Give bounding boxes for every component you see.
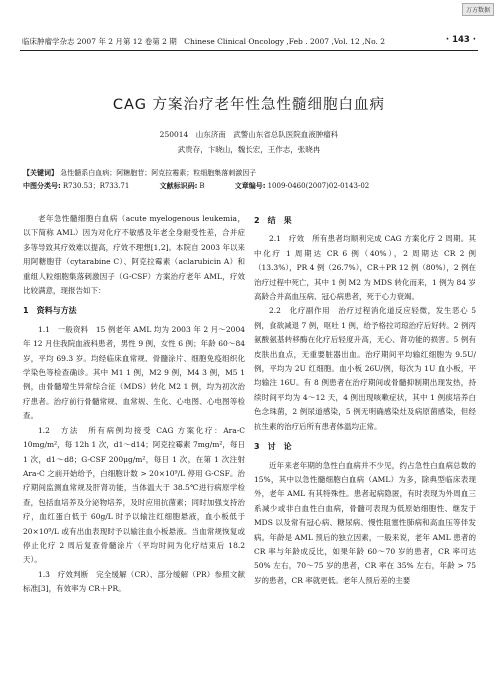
doc-code-value: B <box>199 182 205 190</box>
left-column <box>23 212 245 597</box>
running-header <box>22 36 478 48</box>
efficacy-criteria-paragraph: 1.3 疗效判断 完全缓解（CR）、部分缓解（PR）参照文献标准[3]，有效率为 CR＋PR。 <box>23 569 245 594</box>
clc-value: R730.53；R733.71 <box>62 182 130 190</box>
keywords-line <box>23 168 256 179</box>
efficacy-paragraph: 2.1 疗效 所有患者均顺利完成 CAG 方案化疗 2 周期。其中化疗 1 周期达 CR 6 例（40%），2 周期达 CR 2 例（13.3%），PR 4 例（26.7%），CR＋PR 12 例（80%），2 例在治疗过程中死亡，其中 1 例 M2 为 MDS 转化而来，1 例为 84 岁高龄合并高血压病、冠心病患者，死于心力衰竭。 <box>254 234 476 302</box>
discussion-paragraph: 近年来老年期的急性白血病并不少见，约占急性白血病总数的 15%，其中以急性髓细胞白血病（AML）为多，除典型临床表现外，老年 AML 有其特殊性。患者起病隐匿，有时表现为外周血三系减少或非白血性白血病，骨髓可表现为低原始细胞性、继发于 MDS 以及常有冠心病、糖尿病、慢性阻塞性肺病和高血压等伴发病。年龄是 AML 预后的独立因素，一般来说，老年 AML 患者的 CR 率与年龄成反比，如果年龄 60～70 岁的患者，CR 率可达 50% 左右，70～75 岁的患者，CR 率在 35% 左右，年龄 > 75 岁的患者，CR 率就更低。老年人预后差的主要 <box>254 460 476 585</box>
header-rule <box>20 50 478 51</box>
article-title: CAG 方案治疗老年性急性髓细胞白血病 <box>112 97 386 113</box>
affiliation: 250014 山东济南 武警山东省总队医院血液肿瘤科 <box>159 130 339 139</box>
article-no-label: 文章编号: <box>234 182 266 190</box>
doc-code-label: 文献标识码: <box>159 182 198 190</box>
article-no-field <box>235 182 369 190</box>
clc-label: 中图分类号: <box>23 182 61 190</box>
doc-code-field <box>160 182 205 190</box>
watermark-stamp: 万方数据 <box>462 3 494 16</box>
intro-paragraph: 老年急性髓细胞白血病（acute myelogenous leukemia，以下简称 AML）因为对化疗不敏感及年老全身耐受性差，合并症多等导致其疗效难以提高，疗效不理想[1,2]。本院自 2003 年以来用阿糖胞苷（cytarabine C）、阿克拉霉素（aclarubicin A）和重组人粒细胞集落刺激因子（G-CSF）方案治疗老年 AML，疗效比较满意，现报告如下： <box>23 214 245 296</box>
section-heading-results: 2 结 果 <box>254 216 292 225</box>
section-heading-discussion: 3 讨 论 <box>254 442 292 452</box>
keywords-text: 急性髓系白血病；阿糖胞苷；阿克拉霉素；粒细胞集落刺激因子 <box>60 169 257 177</box>
method-paragraph: 1.2 方法 所有病例均接受 CAG 方案化疗：Ara-C 10mg/m²，每 12h 1 次，d1～d14；阿克拉霉素 7mg/m²，每日 1 次，d1～d8；G-CSF 200μg/m²，每日 1 次，在第 1 次注射 Ara-C 之前开始给予，白细胞计数 > 20×10⁹/L 停用 G-CSF。治疗期间监测血常规及肝肾功能，当体温大于 38.5℃进行病原学检查，包括血培养及分泌物培养，及时应用抗菌素；同时加强支持治疗，血红蛋白低于 60g/L 时予以输注红细胞悬液，血小板低于 20×10⁹/L 或有出血表现时予以输注血小板悬液。当血常规恢复或停止化疗 2 周后复查骨髓涂片（平均时间为化疗结束后 18.2 天）。 <box>23 425 245 565</box>
classification-line <box>23 181 483 192</box>
section-heading-methods: 1 资料与方法 <box>23 306 77 316</box>
clc-field <box>23 182 129 190</box>
author-list: 武贵存，卞晓山，魏长宏，王作志，张晓冉 <box>177 145 321 154</box>
general-data-paragraph: 1.1 一般资料 15 例老年 AML 均为 2003 年 2 月～2004 年 12 月住我院血液科患者，男性 9 例，女性 6 例；年龄 60～84 岁，平均 69.3 岁。均经临床血常规、骨髓涂片、细胞免疫组织化学染色等检查确诊。其中 M1 1 例，M2 9 例，M4 3 例，M5 1 例，由骨髓增生异常综合征（MDS）转化 M2 1 例，均为初次治疗患者。治疗前行骨髓常规、血常规、生化、心电图、心电图等检查。 <box>23 324 245 421</box>
right-column <box>254 212 476 588</box>
side-effects-paragraph: 2.2 化疗副作用 治疗过程消化道反应轻微，发生恶心 5 例，食欲减退 7 例，呕吐 1 例，给予格拉司琼治疗后好转。2 例丙氨酸氨基转移酶在化疗后轻度升高，无心、肾功能的损害。5 例有皮肤出血点，无重要脏器出血。治疗期间平均输红细胞为 9.5U/例，平均为 2U 红细胞。血小板 26U/例，每次为 1U 血小板，平均输注 16U。有 8 例患者在治疗期间或骨髓抑制期出现发热，持续时间平均为 4～12 天，4 例出现咳嗽症状，其中 1 例痰培养白色念珠菌，2 例尿道感染，5 例无明确感染灶及病原菌感染，但经抗生素的治疗后所有患者体温均正常。 <box>254 306 476 431</box>
journal-citation: 临床肿瘤学杂志 2007 年 2 月第 12 卷第 2 期 Chinese Clinical Oncology ,Feb . 2007 ,Vol. 12 ,No. 2 <box>22 37 386 46</box>
article-no-value: 1009-0460(2007)02-0143-02 <box>267 182 370 190</box>
keywords-label: 【关键词】 <box>23 169 58 177</box>
page-number: · 143 · <box>445 35 476 45</box>
